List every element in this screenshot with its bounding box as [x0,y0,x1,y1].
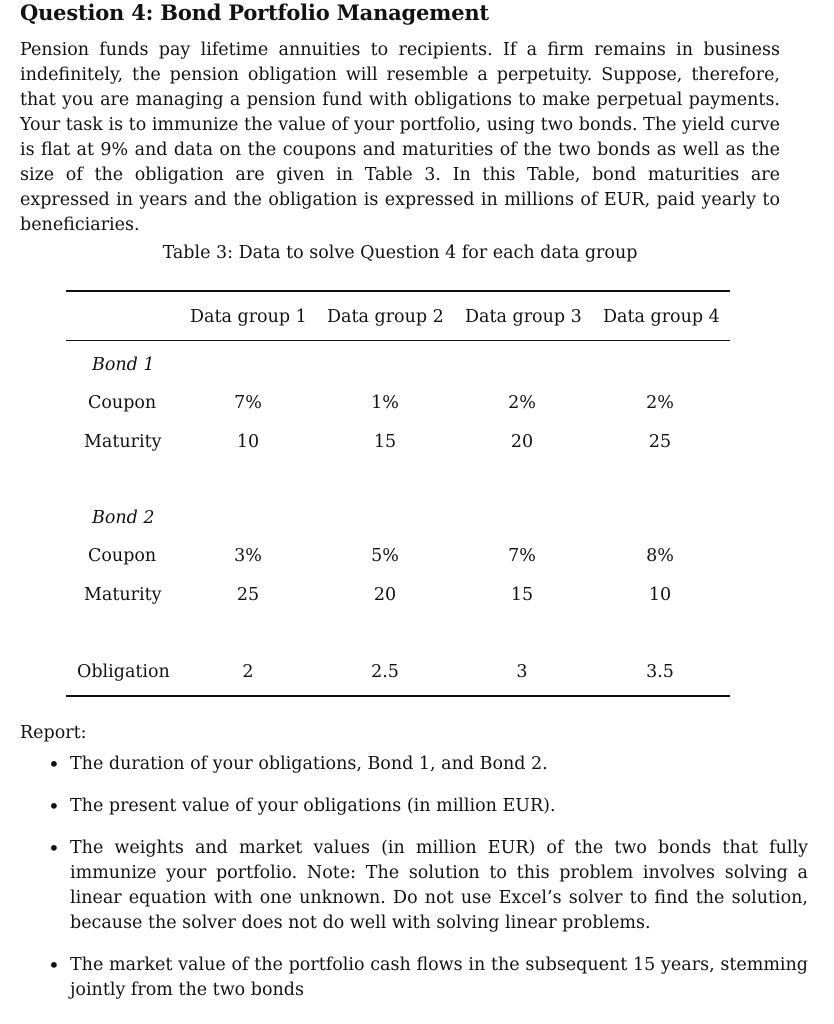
table-cell: 15 [510,585,534,605]
column-header: Data group 2 [327,307,444,327]
table-cell: 20 [373,585,397,605]
list-item: • The duration of your obligations, Bond 1, and Bond 2. [70,752,808,777]
table-cell: 20 [510,432,534,452]
table-header-rule [66,340,730,341]
table-cell: 1% [371,393,399,413]
table-cell: 2.5 [371,662,399,682]
list-item: • The market value of the portfolio cash flows in the subsequent 15 years, stemming jointly from the two bonds [70,953,808,1003]
column-header: Data group 4 [603,307,720,327]
table-cell: 3% [234,546,262,566]
bond1-label: Bond 1 [92,355,155,375]
table-cell: 10 [648,585,672,605]
table-cell: 8% [646,546,674,566]
row-label: Maturity [84,432,162,452]
question-title: Question 4: Bond Portfolio Management [20,0,489,25]
table-cell: 25 [236,585,260,605]
list-item: • The present value of your obligations (in million EUR). [70,794,808,819]
column-header: Data group 1 [190,307,307,327]
table-cell: 7% [508,546,536,566]
table-caption: Table 3: Data to solve Question 4 for each data group [162,243,638,263]
table-cell: 15 [373,432,397,452]
row-label: Coupon [88,393,157,413]
table-cell: 10 [236,432,260,452]
table-cell: 7% [234,393,262,413]
table-cell: 3.5 [646,662,674,682]
table-bottom-rule [66,695,730,697]
column-header: Data group 3 [465,307,582,327]
table-cell: 2% [646,393,674,413]
row-label: Maturity [84,585,162,605]
table-cell: 2% [508,393,536,413]
table-cell: 5% [371,546,399,566]
table-cell: 3 [516,662,528,682]
intro-paragraph: Pension funds pay lifetime annuities to recipients. If a firm remains in business indefinitely, the pension obligation will resemble a perpetuity. Suppose, therefore, that you are managing a pension fund with obligations to make perpetual payments. Your task is to immunize the value of your portfolio, using two bonds. The yield curve is flat at 9% and data on the coupons and maturities of the two bonds as well as the size of the obligation are given in Table 3. In this Table, bond maturities are expressed in years and the obligation is expressed in millions of EUR, paid yearly to beneficiaries. [20,40,780,235]
row-label: Coupon [88,546,157,566]
list-item: • The weights and market values (in million EUR) of the two bonds that fully immunize your portfolio. Note: The solution to this problem involves solving a linear equation with one unknown. Do not use Excel’s solver to find the solution, because the solver does not do well with solving linear problems. [70,836,808,936]
table-cell: 25 [648,432,672,452]
report-list [40,752,808,1003]
table-cell: 2 [242,662,254,682]
obligation-label: Obligation [77,662,170,682]
bond2-label: Bond 2 [92,508,155,528]
report-heading: Report: [20,723,87,743]
table-top-rule [66,290,730,292]
